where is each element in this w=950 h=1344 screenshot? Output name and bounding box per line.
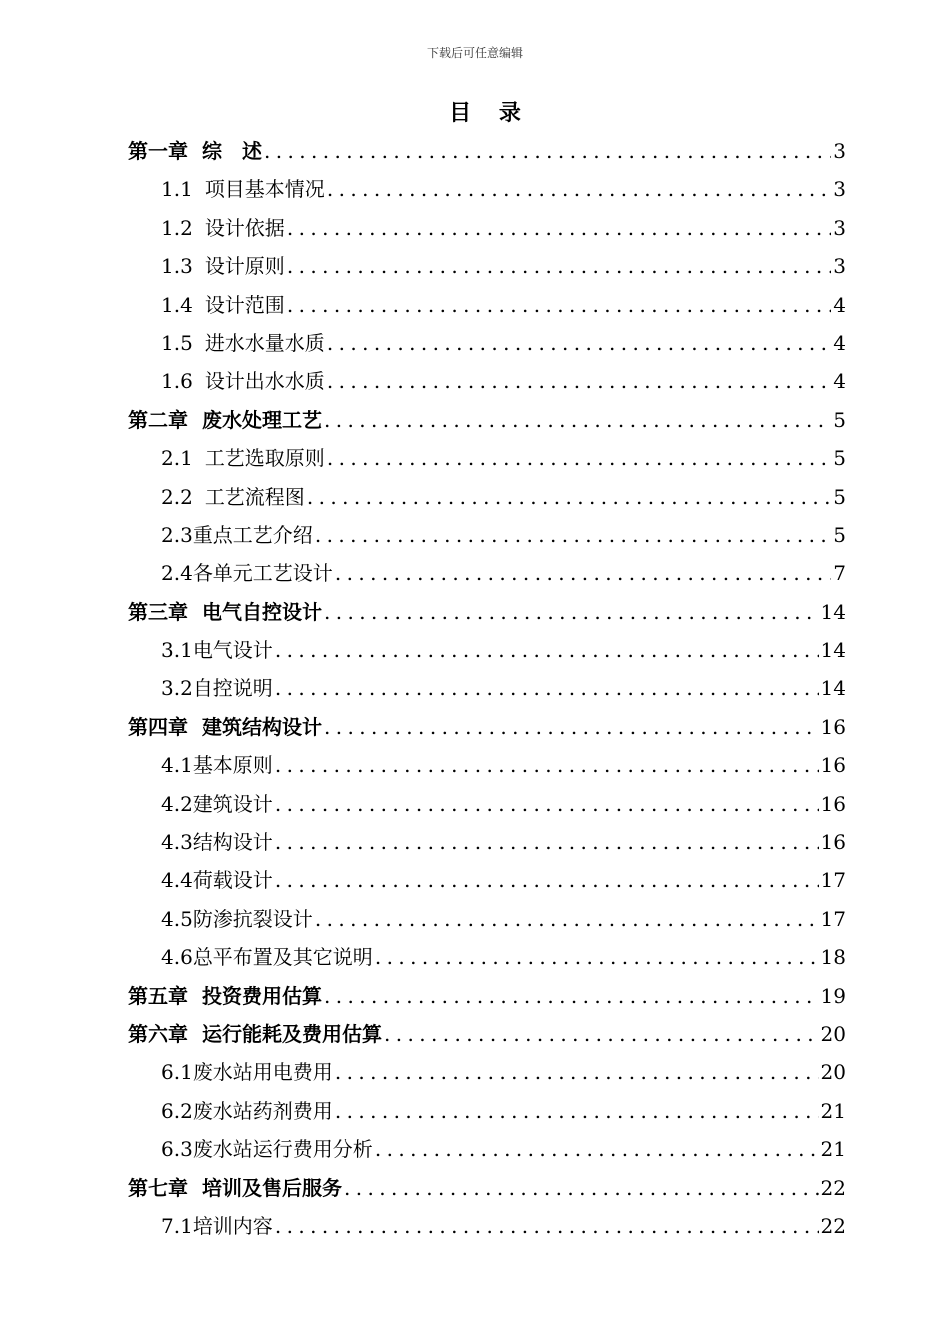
toc-entry-number: 第七章 [128,1175,188,1200]
toc-entry-number: 1.5 [161,330,193,355]
toc-leader-dots [373,1130,819,1168]
toc-page-number: 20 [820,1021,846,1046]
toc-entry-label [128,631,273,669]
toc-entry[interactable] [128,977,846,1015]
toc-leader-dots [333,1053,819,1091]
toc-entry-number: 1.2 [161,215,193,240]
toc-leader-dots [373,938,819,976]
toc-entry-label [128,1053,333,1091]
toc-entry[interactable] [128,1207,846,1245]
toc-page-number: 16 [820,753,846,778]
toc-leader-dots [313,516,831,554]
toc-entry-label [128,977,322,1015]
toc-entry-title: 工艺选取原则 [204,446,325,471]
toc-entry-label [128,170,325,208]
toc-page-number: 5 [833,484,846,509]
toc-page-number: 21 [820,1098,846,1123]
toc-entry-number: 2.1 [161,446,193,471]
toc-entry-label [128,938,373,976]
toc-leader-dots [325,324,831,362]
toc-entry-title: 重点工艺介绍 [192,522,313,547]
toc-entry[interactable] [128,823,846,861]
toc-entry-number: 6.3 [161,1137,193,1162]
toc-leader-dots [273,1207,819,1245]
toc-leader-dots [285,247,831,285]
toc-page-number: 19 [820,983,846,1008]
toc-leader-dots [333,1092,819,1130]
toc-entry-label [128,708,322,746]
toc-entry-title: 培训内容 [192,1213,273,1238]
toc-entry[interactable] [128,1130,846,1168]
toc-page-number: 4 [833,292,846,317]
toc-leader-dots [273,669,819,707]
toc-entry-label [128,861,273,899]
toc-entry-number: 4.1 [161,753,193,778]
toc-entry[interactable] [128,516,846,554]
toc-entry[interactable] [128,669,846,707]
toc-page-number: 14 [820,676,846,701]
toc-entry-label [128,209,285,247]
toc-entry-label [128,516,313,554]
toc-entry[interactable] [128,286,846,324]
toc-page-number: 16 [820,791,846,816]
toc-entry-title: 废水站用电费用 [192,1060,333,1085]
toc-entry[interactable] [128,593,846,631]
toc-leader-dots [333,554,831,592]
toc-entry-number: 1.3 [161,254,193,279]
toc-entry-number: 2.3 [161,522,193,547]
toc-entry-number: 4.6 [161,945,193,970]
toc-page-number: 3 [833,177,846,202]
toc-entry-number: 2.4 [161,561,193,586]
toc-entry[interactable] [128,785,846,823]
toc-entry-number: 7.1 [161,1213,193,1238]
toc-entry-label [128,362,325,400]
toc-page-number: 18 [820,945,846,970]
toc-entry[interactable] [128,1053,846,1091]
toc-entry-number: 3.2 [161,676,193,701]
toc-page-number: 3 [833,215,846,240]
toc-leader-dots [262,132,831,170]
toc-entry-label [128,593,322,631]
toc-entry[interactable] [128,1015,846,1053]
toc-entry-number: 4.2 [161,791,193,816]
toc-entry-label [128,1207,273,1245]
toc-entry-title: 电气设计 [192,638,273,663]
toc-entry-number: 3.1 [161,638,193,663]
toc-entry-title: 运行能耗及费用估算 [202,1021,382,1046]
toc-leader-dots [325,170,831,208]
toc-page-number: 17 [820,906,846,931]
toc-entry-number: 2.2 [161,484,193,509]
toc-leader-dots [273,746,819,784]
toc-entry-title: 设计原则 [204,254,285,279]
toc-entry-title: 电气自控设计 [202,599,322,624]
toc-entry-label [128,324,325,362]
toc-entry-label [128,554,333,592]
toc-entry-label [128,1169,342,1207]
toc-entry-label [128,1092,333,1130]
toc-page-number: 16 [820,714,846,739]
toc-entry-number: 4.3 [161,830,193,855]
toc-entry[interactable] [128,401,846,439]
toc-page-number: 22 [820,1175,846,1200]
toc-entry-number: 6.2 [161,1098,193,1123]
toc-entry-title: 废水站药剂费用 [192,1098,333,1123]
toc-entry-label [128,900,313,938]
toc-entry[interactable] [128,170,846,208]
toc-entry-title: 废水处理工艺 [202,407,322,432]
toc-entry-label [128,401,322,439]
toc-page-number: 5 [833,407,846,432]
toc-entry-label [128,823,273,861]
toc-leader-dots [322,593,819,631]
toc-entry-number: 第一章 [128,139,188,163]
toc-entry[interactable] [128,861,846,899]
toc-entry-label [128,478,305,516]
toc-entry-title: 投资费用估算 [202,983,322,1008]
toc-entry-title: 自控说明 [192,676,273,701]
toc-page-number: 7 [833,561,846,586]
toc-page-number: 14 [820,599,846,624]
toc-entry-title: 防渗抗裂设计 [192,906,313,931]
toc-leader-dots [285,286,831,324]
toc-leader-dots [325,362,831,400]
toc-page-number: 4 [833,330,846,355]
toc-page-number: 5 [833,522,846,547]
toc-entry-title: 建筑设计 [192,791,273,816]
toc-entry[interactable] [128,362,846,400]
toc-entry[interactable] [128,708,846,746]
toc-entry-title: 各单元工艺设计 [192,561,333,586]
toc-entry-label [128,785,273,823]
toc-leader-dots [322,977,819,1015]
toc-entry-title: 荷载设计 [192,868,273,893]
toc-page-number: 16 [820,830,846,855]
toc-entry-title: 建筑结构设计 [202,714,322,739]
toc-leader-dots [273,861,819,899]
toc-entry-number: 4.5 [161,906,193,931]
header-watermark: 下载后可任意编辑 [426,46,523,60]
toc-entry-label [128,286,285,324]
toc-entry-label [128,132,262,170]
toc-page-number: 14 [820,638,846,663]
toc-entry[interactable] [128,631,846,669]
toc-entry-number: 第五章 [128,983,188,1008]
toc-entry[interactable] [128,247,846,285]
toc-entry-title: 废水站运行费用分析 [192,1137,373,1162]
toc-leader-dots [273,823,819,861]
toc-entry-title: 设计范围 [204,292,285,317]
toc-entry-title: 结构设计 [192,830,273,855]
toc-page-number: 21 [820,1137,846,1162]
toc-entry-label [128,669,273,707]
toc-leader-dots [273,631,819,669]
toc-entry[interactable] [128,324,846,362]
toc-entry-number: 6.1 [161,1060,193,1085]
toc-entry-title: 综 述 [202,139,262,163]
toc-leader-dots [342,1169,819,1207]
toc-entry-number: 第四章 [128,714,188,739]
toc-entry-number: 1.1 [161,177,193,202]
toc-entry-label [128,439,325,477]
toc-entry[interactable] [128,554,846,592]
toc-leader-dots [382,1015,819,1053]
toc-entry-title: 设计出水水质 [204,369,325,394]
toc-entry-title: 总平布置及其它说明 [192,945,373,970]
toc-page-number: 3 [833,254,846,279]
toc-entry-title: 项目基本情况 [204,177,325,202]
toc-entry[interactable] [128,1092,846,1130]
toc-entry-label [128,1130,373,1168]
toc-entry-label [128,1015,382,1053]
toc-entry-title: 进水水量水质 [204,330,325,355]
table-of-contents [128,132,846,1245]
toc-leader-dots [322,401,831,439]
toc-title: 目 录 [449,101,531,126]
toc-page-number: 17 [820,868,846,893]
toc-entry-number: 第二章 [128,407,188,432]
toc-entry-title: 基本原则 [192,753,273,778]
toc-entry-number: 4.4 [161,868,193,893]
toc-entry-number: 1.6 [161,369,193,394]
toc-leader-dots [305,478,831,516]
toc-page-number: 4 [833,369,846,394]
toc-page-number: 5 [833,446,846,471]
toc-leader-dots [325,439,831,477]
toc-page-number: 20 [820,1060,846,1085]
toc-entry[interactable] [128,900,846,938]
toc-entry-number: 第三章 [128,599,188,624]
toc-entry[interactable] [128,1169,846,1207]
toc-entry-number: 第六章 [128,1021,188,1046]
toc-page-number: 22 [820,1213,846,1238]
toc-entry[interactable] [128,209,846,247]
toc-entry[interactable] [128,938,846,976]
toc-entry-number: 1.4 [161,292,193,317]
toc-leader-dots [322,708,819,746]
toc-entry-label [128,247,285,285]
toc-leader-dots [313,900,819,938]
toc-leader-dots [273,785,819,823]
toc-entry[interactable] [128,439,846,477]
toc-entry-title: 培训及售后服务 [202,1175,342,1200]
toc-entry[interactable] [128,478,846,516]
toc-entry-label [128,746,273,784]
toc-entry-title: 工艺流程图 [204,484,305,509]
toc-entry[interactable] [128,132,846,170]
toc-entry-title: 设计依据 [204,215,285,240]
toc-entry[interactable] [128,746,846,784]
toc-page-number: 3 [833,139,846,163]
toc-leader-dots [285,209,831,247]
